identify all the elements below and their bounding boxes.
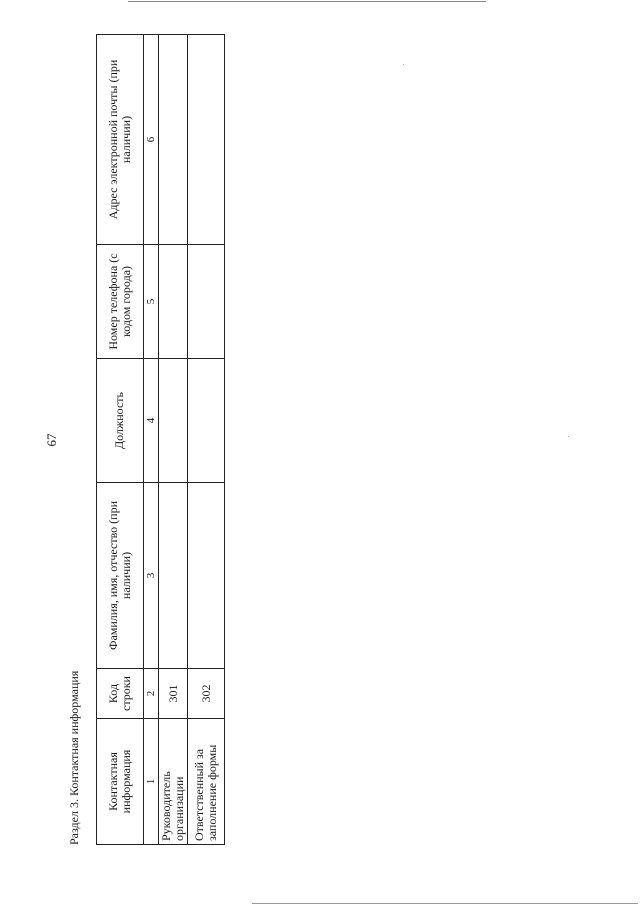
header-phone: Номер телефона (с кодом города)	[97, 245, 144, 359]
name-cell[interactable]	[159, 483, 188, 669]
table-row	[159, 35, 188, 845]
row-label: Руководитель организации	[159, 719, 188, 845]
header-full-name: Фамилия, имя, отчество (при наличии)	[97, 483, 144, 669]
email-cell[interactable]	[188, 35, 225, 245]
header-row-code: Код строки	[97, 669, 144, 719]
column-number: 3	[144, 483, 159, 669]
column-number: 5	[144, 245, 159, 359]
section-title: Раздел 3. Контактная информация	[67, 670, 81, 845]
page-number: 67	[44, 433, 59, 447]
header-email: Адрес электронной почты (при наличии)	[97, 35, 144, 245]
position-cell[interactable]	[188, 359, 225, 483]
phone-cell[interactable]	[159, 245, 188, 359]
contact-info-table	[96, 34, 225, 845]
header-contact-info: Контактная информация	[97, 719, 144, 845]
column-number: 4	[144, 359, 159, 483]
row-label: Ответственный за заполнение формы	[188, 719, 225, 845]
phone-cell[interactable]	[188, 245, 225, 359]
row-code: 301	[159, 669, 188, 719]
table-row	[188, 35, 225, 845]
column-numbers-row	[144, 35, 159, 845]
row-code: 302	[188, 669, 225, 719]
column-number: 1	[144, 719, 159, 845]
email-cell[interactable]	[159, 35, 188, 245]
position-cell[interactable]	[159, 359, 188, 483]
table-header-row	[97, 35, 144, 845]
column-number: 2	[144, 669, 159, 719]
name-cell[interactable]	[188, 483, 225, 669]
header-position: Должность	[97, 359, 144, 483]
column-number: 6	[144, 35, 159, 245]
